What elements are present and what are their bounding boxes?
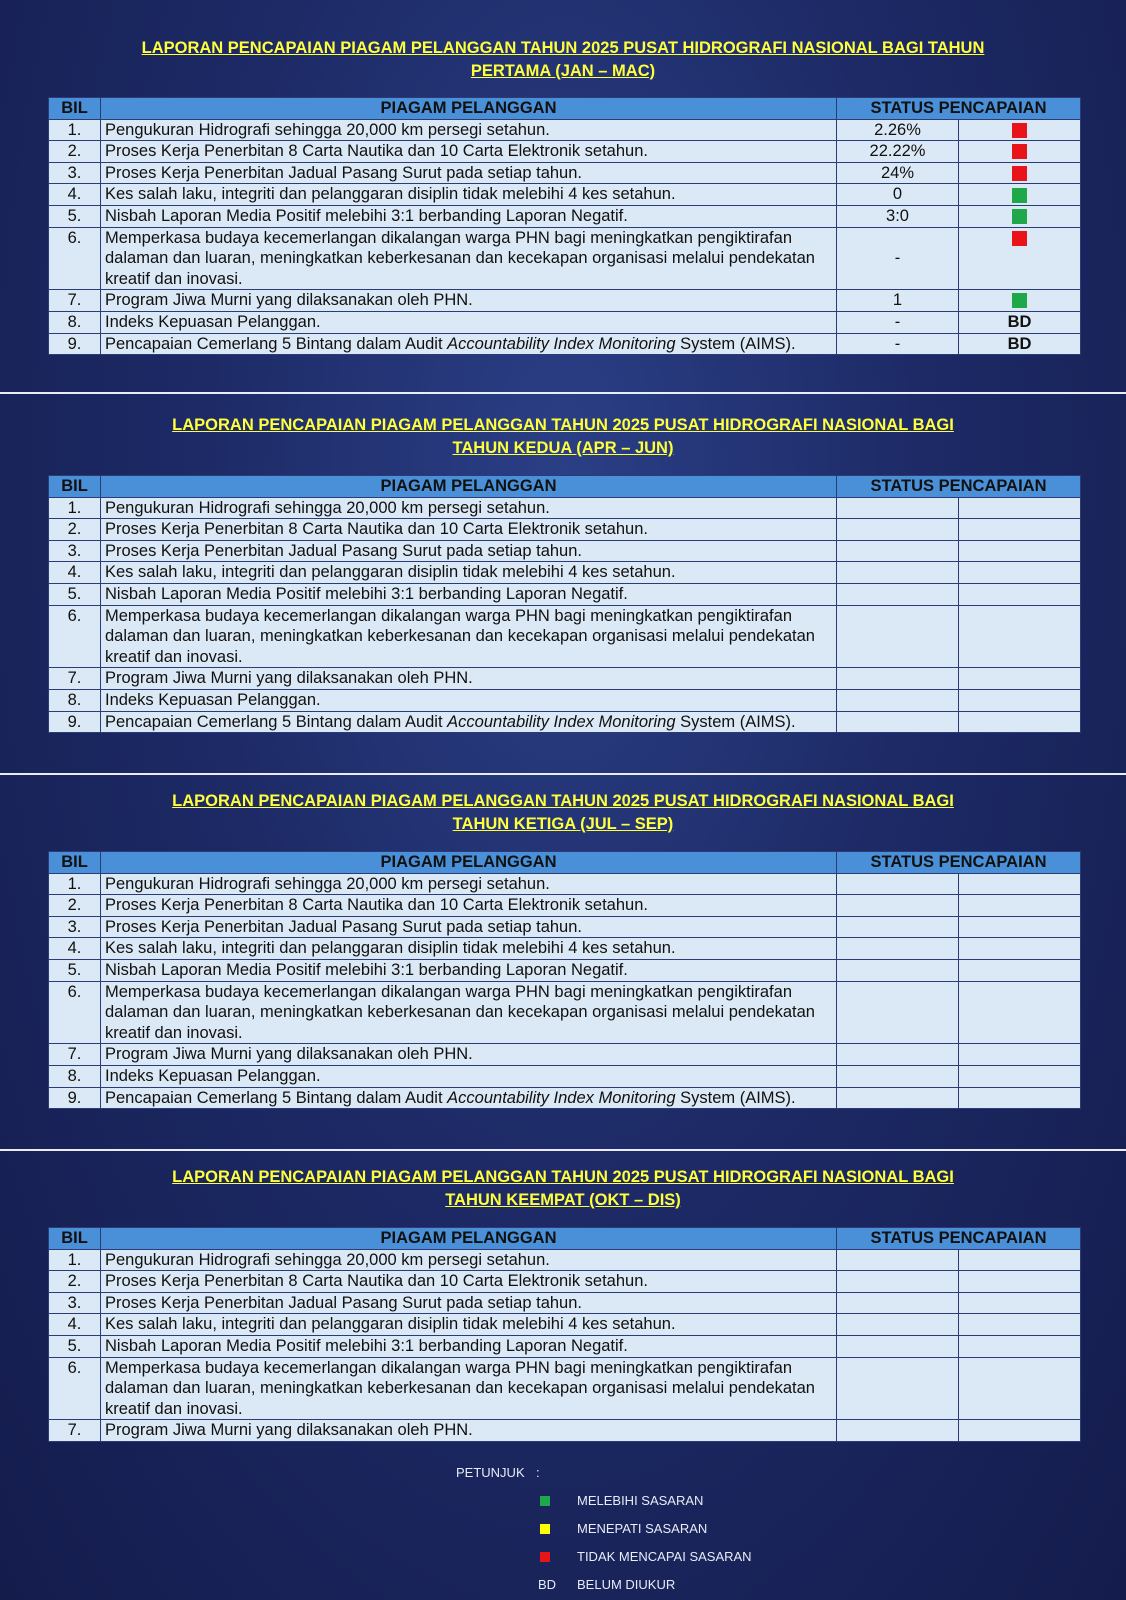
legend-green-label: MELEBIHI SASARAN [577,1493,704,1508]
row-number: 9. [49,1087,101,1109]
row-text: Pengukuran Hidrografi sehingga 20,000 km persegi setahun. [101,873,837,895]
green-status-icon [1012,293,1027,308]
row-number: 1. [49,1249,101,1271]
status-indicator [959,227,1081,290]
row-value: - [837,311,959,333]
row-number: 7. [49,1420,101,1442]
row-text: Kes salah laku, integriti dan pelanggaran disiplin tidak melebihi 4 kes setahun. [101,562,837,584]
status-indicator [959,689,1081,711]
status-indicator [959,519,1081,541]
section-1-table [48,97,1081,355]
table-row [49,205,1081,227]
row-value: 1 [837,290,959,312]
status-indicator [959,1292,1081,1314]
row-number: 5. [49,959,101,981]
row-value [837,668,959,690]
legend-bd-code: BD [538,1577,557,1592]
row-number: 9. [49,711,101,733]
section-3-title [0,790,1126,836]
row-value [837,1420,959,1442]
col-status: STATUS PENCAPAIAN [837,476,1081,498]
table-row [49,311,1081,333]
row-number: 5. [49,205,101,227]
table-row [49,916,1081,938]
row-value: 22.22% [837,141,959,163]
row-text: Program Jiwa Murni yang dilaksanakan oleh PHN. [101,1420,837,1442]
col-status: STATUS PENCAPAIAN [837,852,1081,874]
row-text: Pengukuran Hidrografi sehingga 20,000 km persegi setahun. [101,497,837,519]
table-row [49,519,1081,541]
row-number: 6. [49,605,101,668]
row-value [837,1292,959,1314]
row-number: 7. [49,668,101,690]
table-row [49,1292,1081,1314]
row-number: 7. [49,290,101,312]
table-row [49,689,1081,711]
row-text: Pencapaian Cemerlang 5 Bintang dalam Audit Accountability Index Monitoring System (AIMS). [101,1087,837,1109]
table-row [49,227,1081,290]
green-status-icon [1012,209,1027,224]
table-header-row [49,852,1081,874]
status-indicator [959,562,1081,584]
red-status-icon [1012,231,1027,246]
row-number: 8. [49,1065,101,1087]
row-number: 5. [49,583,101,605]
row-number: 2. [49,519,101,541]
status-indicator [959,711,1081,733]
status-indicator [959,162,1081,184]
status-indicator [959,497,1081,519]
row-value [837,1249,959,1271]
row-number: 3. [49,1292,101,1314]
row-value: 24% [837,162,959,184]
yellow-legend-icon [540,1524,550,1534]
row-text: Memperkasa budaya kecemerlangan dikalangan warga PHN bagi meningkatkan pengiktirafan dalaman dan luaran, meningkatkan keberkesanan dan kecekapan organisasi melalui pendekatan kreatif dan inovasi. [101,605,837,668]
status-indicator [959,1249,1081,1271]
row-value: 0 [837,184,959,206]
row-value [837,689,959,711]
table-header-row [49,1228,1081,1250]
table-row [49,333,1081,355]
status-indicator [959,1335,1081,1357]
table-row [49,938,1081,960]
table-row [49,290,1081,312]
table-row [49,162,1081,184]
status-indicator [959,981,1081,1044]
status-indicator [959,1087,1081,1109]
row-value [837,938,959,960]
col-bil: BIL [49,476,101,498]
col-bil: BIL [49,98,101,120]
status-indicator [959,938,1081,960]
table-row [49,540,1081,562]
status-indicator: BD [959,333,1081,355]
row-value [837,1314,959,1336]
section-3-title-line1: LAPORAN PENCAPAIAN PIAGAM PELANGGAN TAHUN 2025 PUSAT HIDROGRAFI NASIONAL BAGI [172,792,954,810]
row-text: Nisbah Laporan Media Positif melebihi 3:1 berbanding Laporan Negatif. [101,1335,837,1357]
status-indicator [959,873,1081,895]
status-indicator [959,290,1081,312]
status-indicator [959,959,1081,981]
row-text: Memperkasa budaya kecemerlangan dikalangan warga PHN bagi meningkatkan pengiktirafan dalaman dan luaran, meningkatkan keberkesanan dan kecekapan organisasi melalui pendekatan kreatif dan inovasi. [101,227,837,290]
row-value [837,583,959,605]
row-text: Indeks Kepuasan Pelanggan. [101,1065,837,1087]
row-number: 9. [49,333,101,355]
status-indicator [959,1314,1081,1336]
row-text: Program Jiwa Murni yang dilaksanakan oleh PHN. [101,1044,837,1066]
row-number: 6. [49,981,101,1044]
table-row [49,583,1081,605]
row-number: 1. [49,873,101,895]
row-value [837,959,959,981]
row-text: Nisbah Laporan Media Positif melebihi 3:1 berbanding Laporan Negatif. [101,959,837,981]
row-text: Kes salah laku, integriti dan pelanggaran disiplin tidak melebihi 4 kes setahun. [101,1314,837,1336]
row-value [837,981,959,1044]
table-row [49,1271,1081,1293]
row-value [837,711,959,733]
table-row [49,1087,1081,1109]
row-text: Pengukuran Hidrografi sehingga 20,000 km persegi setahun. [101,1249,837,1271]
row-number: 4. [49,938,101,960]
status-indicator [959,540,1081,562]
table-row [49,1357,1081,1420]
red-status-icon [1012,123,1027,138]
row-text: Pengukuran Hidrografi sehingga 20,000 km persegi setahun. [101,119,837,141]
legend-red-label: TIDAK MENCAPAI SASARAN [577,1549,752,1564]
row-number: 6. [49,227,101,290]
table-row [49,141,1081,163]
status-indicator [959,583,1081,605]
row-number: 5. [49,1335,101,1357]
row-value [837,540,959,562]
row-text: Program Jiwa Murni yang dilaksanakan oleh PHN. [101,668,837,690]
row-text: Memperkasa budaya kecemerlangan dikalangan warga PHN bagi meningkatkan pengiktirafan dalaman dan luaran, meningkatkan keberkesanan dan kecekapan organisasi melalui pendekatan kreatif dan inovasi. [101,1357,837,1420]
col-status: STATUS PENCAPAIAN [837,1228,1081,1250]
row-number: 4. [49,562,101,584]
row-text: Indeks Kepuasan Pelanggan. [101,689,837,711]
table-row [49,184,1081,206]
col-status: STATUS PENCAPAIAN [837,98,1081,120]
legend-colon: : [536,1465,540,1480]
row-number: 2. [49,1271,101,1293]
row-number: 4. [49,1314,101,1336]
row-text: Kes salah laku, integriti dan pelanggaran disiplin tidak melebihi 4 kes setahun. [101,184,837,206]
row-text: Kes salah laku, integriti dan pelanggaran disiplin tidak melebihi 4 kes setahun. [101,938,837,960]
row-value [837,1044,959,1066]
section-2-title [0,414,1126,460]
section-4-title [0,1166,1126,1212]
table-row [49,711,1081,733]
row-value [837,895,959,917]
table-row [49,668,1081,690]
col-piagam: PIAGAM PELANGGAN [101,1228,837,1250]
table-row [49,1044,1081,1066]
table-row [49,1065,1081,1087]
row-number: 7. [49,1044,101,1066]
section-1-title-line1: LAPORAN PENCAPAIAN PIAGAM PELANGGAN TAHUN 2025 PUSAT HIDROGRAFI NASIONAL BAGI TAHUN [141,39,985,57]
row-value [837,916,959,938]
row-value: 3:0 [837,205,959,227]
table-row [49,1249,1081,1271]
table-header-row [49,476,1081,498]
row-number: 2. [49,141,101,163]
col-bil: BIL [49,852,101,874]
row-value [837,873,959,895]
row-text: Nisbah Laporan Media Positif melebihi 3:1 berbanding Laporan Negatif. [101,583,837,605]
table-row [49,873,1081,895]
status-indicator [959,1420,1081,1442]
section-2-title-line1: LAPORAN PENCAPAIAN PIAGAM PELANGGAN TAHUN 2025 PUSAT HIDROGRAFI NASIONAL BAGI [172,416,954,434]
row-number: 6. [49,1357,101,1420]
table-row [49,895,1081,917]
green-status-icon [1012,188,1027,203]
red-status-icon [1012,144,1027,159]
table-row [49,605,1081,668]
row-text: Proses Kerja Penerbitan 8 Carta Nautika dan 10 Carta Elektronik setahun. [101,141,837,163]
section-1-title [0,37,1126,83]
row-text: Proses Kerja Penerbitan Jadual Pasang Surut pada setiap tahun. [101,162,837,184]
section-2-table [48,475,1081,733]
section-1-title-line2: PERTAMA (JAN – MAC) [470,62,656,80]
status-indicator [959,1357,1081,1420]
row-number: 3. [49,916,101,938]
section-3-table [48,851,1081,1109]
col-piagam: PIAGAM PELANGGAN [101,98,837,120]
row-text: Proses Kerja Penerbitan Jadual Pasang Surut pada setiap tahun. [101,916,837,938]
status-indicator [959,184,1081,206]
row-text: Proses Kerja Penerbitan Jadual Pasang Surut pada setiap tahun. [101,1292,837,1314]
section-4-title-line2: TAHUN KEEMPAT (OKT – DIS) [445,1191,681,1209]
red-status-icon [1012,166,1027,181]
green-legend-icon [540,1496,550,1506]
status-indicator [959,668,1081,690]
status-indicator [959,1044,1081,1066]
legend-yellow-label: MENEPATI SASARAN [577,1521,708,1536]
row-value [837,562,959,584]
table-row [49,1420,1081,1442]
row-text: Pencapaian Cemerlang 5 Bintang dalam Audit Accountability Index Monitoring System (AIMS). [101,711,837,733]
status-indicator [959,1271,1081,1293]
row-text: Indeks Kepuasan Pelanggan. [101,311,837,333]
row-value: 2.26% [837,119,959,141]
row-number: 3. [49,540,101,562]
table-row [49,1314,1081,1336]
table-row [49,1335,1081,1357]
table-row [49,981,1081,1044]
status-indicator [959,205,1081,227]
row-text: Proses Kerja Penerbitan 8 Carta Nautika dan 10 Carta Elektronik setahun. [101,519,837,541]
status-indicator [959,119,1081,141]
row-number: 3. [49,162,101,184]
status-indicator [959,141,1081,163]
red-legend-icon [540,1552,550,1562]
row-text: Nisbah Laporan Media Positif melebihi 3:1 berbanding Laporan Negatif. [101,205,837,227]
row-value [837,497,959,519]
row-value: - [837,333,959,355]
table-row [49,497,1081,519]
row-value [837,1335,959,1357]
table-row [49,959,1081,981]
row-number: 1. [49,119,101,141]
section-divider [0,392,1126,394]
row-value [837,1271,959,1293]
row-value [837,605,959,668]
row-number: 8. [49,689,101,711]
row-number: 8. [49,311,101,333]
legend-heading: PETUNJUK [456,1465,525,1480]
row-number: 4. [49,184,101,206]
status-indicator [959,1065,1081,1087]
row-value [837,1065,959,1087]
row-text: Pencapaian Cemerlang 5 Bintang dalam Audit Accountability Index Monitoring System (AIMS). [101,333,837,355]
row-number: 1. [49,497,101,519]
legend-bd-label: BELUM DIUKUR [577,1577,676,1592]
row-value [837,519,959,541]
col-bil: BIL [49,1228,101,1250]
status-indicator [959,895,1081,917]
row-text: Memperkasa budaya kecemerlangan dikalangan warga PHN bagi meningkatkan pengiktirafan dalaman dan luaran, meningkatkan keberkesanan dan kecekapan organisasi melalui pendekatan kreatif dan inovasi. [101,981,837,1044]
section-4-title-line1: LAPORAN PENCAPAIAN PIAGAM PELANGGAN TAHUN 2025 PUSAT HIDROGRAFI NASIONAL BAGI [172,1168,954,1186]
section-divider [0,1149,1126,1151]
status-indicator [959,916,1081,938]
table-row [49,119,1081,141]
row-value [837,1087,959,1109]
status-indicator [959,605,1081,668]
table-header-row [49,98,1081,120]
row-number: 2. [49,895,101,917]
section-4-table [48,1227,1081,1442]
row-text: Proses Kerja Penerbitan Jadual Pasang Surut pada setiap tahun. [101,540,837,562]
row-text: Proses Kerja Penerbitan 8 Carta Nautika dan 10 Carta Elektronik setahun. [101,895,837,917]
table-row [49,562,1081,584]
row-text: Proses Kerja Penerbitan 8 Carta Nautika dan 10 Carta Elektronik setahun. [101,1271,837,1293]
section-divider [0,773,1126,775]
row-text: Program Jiwa Murni yang dilaksanakan oleh PHN. [101,290,837,312]
status-indicator: BD [959,311,1081,333]
section-2-title-line2: TAHUN KEDUA (APR – JUN) [452,439,674,457]
col-piagam: PIAGAM PELANGGAN [101,476,837,498]
row-value: - [837,227,959,290]
row-value [837,1357,959,1420]
section-3-title-line2: TAHUN KETIGA (JUL – SEP) [452,815,674,833]
col-piagam: PIAGAM PELANGGAN [101,852,837,874]
